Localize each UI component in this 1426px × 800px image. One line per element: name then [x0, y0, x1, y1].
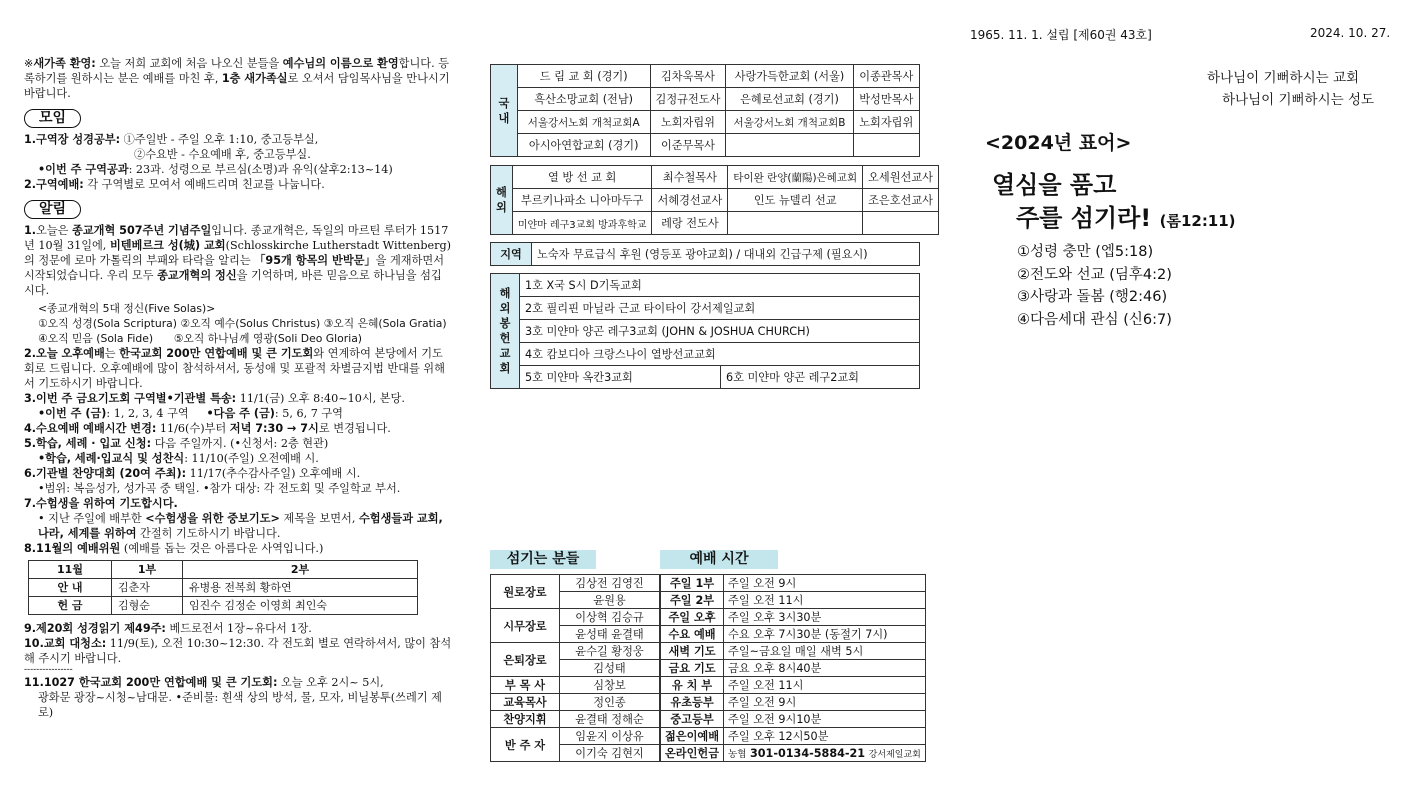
- bulletin-date: 2024. 10. 27.: [1310, 26, 1391, 40]
- table-row: 금요 기도 금요 오후 8시40분: [661, 660, 926, 677]
- theme-title-text: 주를 섬기라!: [1016, 204, 1152, 232]
- new-family-welcome: ※새가족 환영: 오늘 저희 교회에 처음 나오신 분들을 예수님의 이름으로 환영합니다. 등록하기를 원하시는 분은 예배를 마친 후, 1층 새가족실로 오셔서 담임목사님을 만나시기 바랍니다.: [24, 57, 450, 100]
- goal-item: ①성령 충만 (엡5:18): [1017, 244, 1154, 260]
- table-row: 4호 캄보디아 크랑스나이 열방선교교회: [491, 343, 920, 366]
- table-row: 서울강서노회 개척교회A 노회자립위 서울강서노회 개척교회B 노회자립위: [491, 111, 920, 134]
- table-row: 젊은이예배 주일 오후 12시50분: [661, 728, 926, 745]
- table-row: 반 주 자 임윤지 이상유: [491, 728, 660, 745]
- notice-10: 10.교회 대청소: 11/9(토), 오전 10:30~12:30. 각 전도회 별로 연락하셔서, 많이 참석해 주시기 바랍니다.: [24, 637, 452, 665]
- table-row: 3호 미얀마 양곤 레구3교회 (JOHN & JOSHUA CHURCH): [491, 320, 920, 343]
- services-title: 예배 시간: [660, 550, 778, 569]
- table-header: 2부: [183, 561, 418, 579]
- table-header: 11월: [29, 561, 112, 579]
- theme-goals: [1017, 241, 1172, 331]
- gathering-line-4: 2.구역예배: 각 구역별로 모여서 예배드리며 친교를 나눕니다.: [24, 178, 325, 191]
- section-heading-gathering: 모임: [24, 109, 81, 128]
- worship-committee-table: [28, 560, 418, 615]
- notice-2: 2.오늘 오후예배는 한국교회 200만 연합예배 및 큰 기도회와 연계하여 본당에서 기도회로 드립니다. 오후예배에 많이 참석하셔서, 동성애 및 포괄적 차별금지법 반대를 위해서 기도하시기 바랍니다.: [24, 347, 445, 390]
- table-row: 유 치 부 주일 오전 11시: [661, 677, 926, 694]
- theme-title-line1: 열심을 품고: [992, 171, 1117, 199]
- table-row: [491, 243, 920, 266]
- section-heading-notices: 알림: [24, 200, 81, 219]
- notice-7-detail: • 지난 주일에 배부한 <수험생을 위한 중보기도> 제목을 보면서, 수험생들과 교회, 나라, 세계를 위하여 간절히 기도하시기 바랍니다.: [38, 512, 443, 540]
- table-row: 유초등부 주일 오전 9시: [661, 694, 926, 711]
- table-row: 미얀마 레구3교회 방과후학교 레랑 전도사: [491, 212, 939, 235]
- table-row: 시무장로 이상혁 김승규: [491, 609, 660, 626]
- region-text: 노숙자 무료급식 후원 (영등포 광야교회) / 대내외 긴급구제 (필요시): [532, 243, 920, 266]
- notice-4: 4.수요예배 예배시간 변경: 11/6(수)부터 저녁 7:30 → 7시로 변경됩니다.: [24, 422, 391, 435]
- table-row: 새벽 기도 주일~금요일 매일 새벽 5시: [661, 643, 926, 660]
- domestic-label: 국 내: [491, 65, 518, 157]
- notice-6: 6.기관별 찬양대회 (20여 주최): 11/17(추수감사주일) 오후예배 시.: [24, 467, 361, 480]
- solas-line-2: ④오직 믿음 (Sola Fide) ⑤오직 하나님께 영광(Soli Deo Gloria): [38, 332, 363, 345]
- table-row: 김성태: [491, 660, 660, 677]
- table-row: 부르키나파소 니아마두구 서혜경선교사 인도 뉴델리 선교 조은호선교사: [491, 189, 939, 212]
- table-row: 주일 오후 주일 오후 3시30분: [661, 609, 926, 626]
- servants-title: 섬기는 분들: [490, 550, 596, 569]
- table-row: 헌 금 김형순 임진수 김정순 이영희 최인숙: [29, 597, 418, 615]
- founding-info: 1965. 11. 1. 설립 [제60권 43호]: [970, 28, 1152, 42]
- table-row: 2호 필리핀 마닐라 근교 타이타이 강서제일교회: [491, 297, 920, 320]
- planted-churches-table: [490, 273, 920, 389]
- notice-7: 7.수험생을 위하여 기도합시다.: [24, 497, 178, 510]
- region-outreach-table: [490, 242, 920, 266]
- theme-reference: (롬12:11): [1159, 212, 1236, 230]
- gathering-line-2: ②수요반 - 수요예배 후, 중고등부실.: [134, 148, 311, 161]
- table-row: 교육목사 정인종: [491, 694, 660, 711]
- motto-saints: 하나님이 기뻐하시는 성도: [1222, 92, 1375, 108]
- notice-3: 3.이번 주 금요기도회 구역별•기관별 특송: 11/1(금) 오후 8:40~10시, 본당.: [24, 392, 405, 405]
- table-row: 5호 미얀마 옥칸3교회 6호 미얀마 양곤 레구2교회: [491, 366, 920, 389]
- table-row: 부 목 사 심창보: [491, 677, 660, 694]
- table-row: 찬양지휘 윤결태 정해순: [491, 711, 660, 728]
- notice-5: 5.학습, 세례 · 입교 신청: 다음 주일까지. (•신청서: 2층 현관): [24, 437, 329, 450]
- table-row: 안 내 김춘자 유병용 전복희 황하연: [29, 579, 418, 597]
- table-row: 국 내 드 림 교 회 (경기) 김차욱목사 사랑가득한교회 (서울) 이종관목사: [491, 65, 920, 88]
- goal-item: ④다음세대 관심 (신6:7): [1017, 311, 1172, 328]
- table-row: 이기숙 김현지: [491, 745, 660, 762]
- table-header: 1부: [112, 561, 183, 579]
- goal-item: ②전도와 선교 (딤후4:2): [1017, 266, 1172, 283]
- region-label: 지역: [491, 243, 532, 266]
- table-row: 주일 1부 주일 오전 9시: [661, 575, 926, 592]
- notice-5-detail: •학습, 세례·입교식 및 성찬식: 11/10(주일) 오전예배 시.: [38, 452, 319, 465]
- gathering-line-3: •이번 주 구역공과: 23과. 성령으로 부르심(소명)과 유익(살후2:13~14): [38, 163, 393, 176]
- domestic-missions-table: [490, 64, 920, 157]
- overseas-label: 해 외: [491, 166, 513, 235]
- left-column: [24, 56, 452, 720]
- notice-9: 9.제20회 성경읽기 제49주: 베드로전서 1장~유다서 1장.: [24, 622, 312, 635]
- table-row: 해 외 열 방 선 교 회 최수철목사 타이완 란양(蘭陽)은혜교회 오세원선교사: [491, 166, 939, 189]
- table-row: 주일 2부 주일 오전 11시: [661, 592, 926, 609]
- divider: ----------------: [24, 665, 73, 675]
- servants-table: [490, 574, 660, 762]
- table-row: 원로장로 김상전 김영진: [491, 575, 660, 592]
- table-row: 흑산소망교회 (전남) 김정규전도사 은혜로선교회 (경기) 박성만목사: [491, 88, 920, 111]
- table-row: 윤성태 윤결태: [491, 626, 660, 643]
- table-row: 수요 예배 수요 오후 7시30분 (동절기 7시): [661, 626, 926, 643]
- table-row: 은퇴장로 윤수길 황정웅: [491, 643, 660, 660]
- notice-3-detail: •이번 주 (금): 1, 2, 3, 4 구역 •다음 주 (금): 5, 6, 7 구역: [38, 407, 343, 420]
- planted-label: 해 외 봉 헌 교 회: [491, 274, 520, 389]
- notice-11: 11.1027 한국교회 200만 연합예배 및 큰 기도회: 오늘 오후 2시~ 5시,: [24, 676, 384, 689]
- online-offering-row: 온라인헌금 농협 301-0134-5884-21 강서제일교회: [661, 745, 926, 762]
- solas-line-1: ①오직 성경(Sola Scriptura) ②오직 예수(Solus Christus) ③오직 은혜(Sola Gratia): [38, 317, 447, 330]
- motto-church: 하나님이 기뻐하시는 교회: [1207, 70, 1360, 86]
- notice-1: 1.오늘은 종교개혁 507주년 기념주일입니다. 종교개혁은, 독일의 마르틴 루터가 1517년 10월 31일에, 비텐베르크 성(城) 교회(Schlosskirche Lutherstadt Wittenberg)의 정문에 로마 가톨릭의 부패와 타락을 알리는 「95개 항목의 반박문」을 게재하면서 시작되었습니다. 우리 모두 종교개혁의 정신을 기억하며, 바른 믿음으로 하나님을 섬깁시다.: [24, 224, 452, 297]
- notice-11-detail: 광화문 광장~시청~남대문. •준비물: 흰색 상의 방석, 물, 모자, 비닐봉투(쓰레기 제로): [38, 691, 442, 719]
- notice-8: 8.11월의 예배위원 (예배를 돕는 것은 아름다운 사역입니다.): [24, 542, 324, 555]
- gathering-line-1: 1.구역장 성경공부: ①주일반 - 주일 오후 1:10, 중고등부실,: [24, 133, 319, 146]
- table-row: 해 외 봉 헌 교 회 1호 X국 S시 D기독교회: [491, 274, 920, 297]
- overseas-missions-table: [490, 165, 939, 235]
- notice-6-detail: •범위: 복음성가, 성가곡 중 택일. •참가 대상: 각 전도회 및 주일학교 부서.: [38, 482, 401, 495]
- table-row: 윤원용: [491, 592, 660, 609]
- theme-label: <2024년 표어>: [985, 132, 1132, 154]
- goal-item: ③사랑과 돌봄 (행2:46): [1017, 289, 1168, 305]
- solas-title: <종교개혁의 5대 정신(Five Solas)>: [38, 302, 216, 315]
- theme-title-line2: [1016, 198, 1236, 233]
- table-row: 아시아연합교회 (경기) 이준무목사: [491, 134, 920, 157]
- service-times-table: [660, 574, 926, 762]
- table-row: 중고등부 주일 오전 9시10분: [661, 711, 926, 728]
